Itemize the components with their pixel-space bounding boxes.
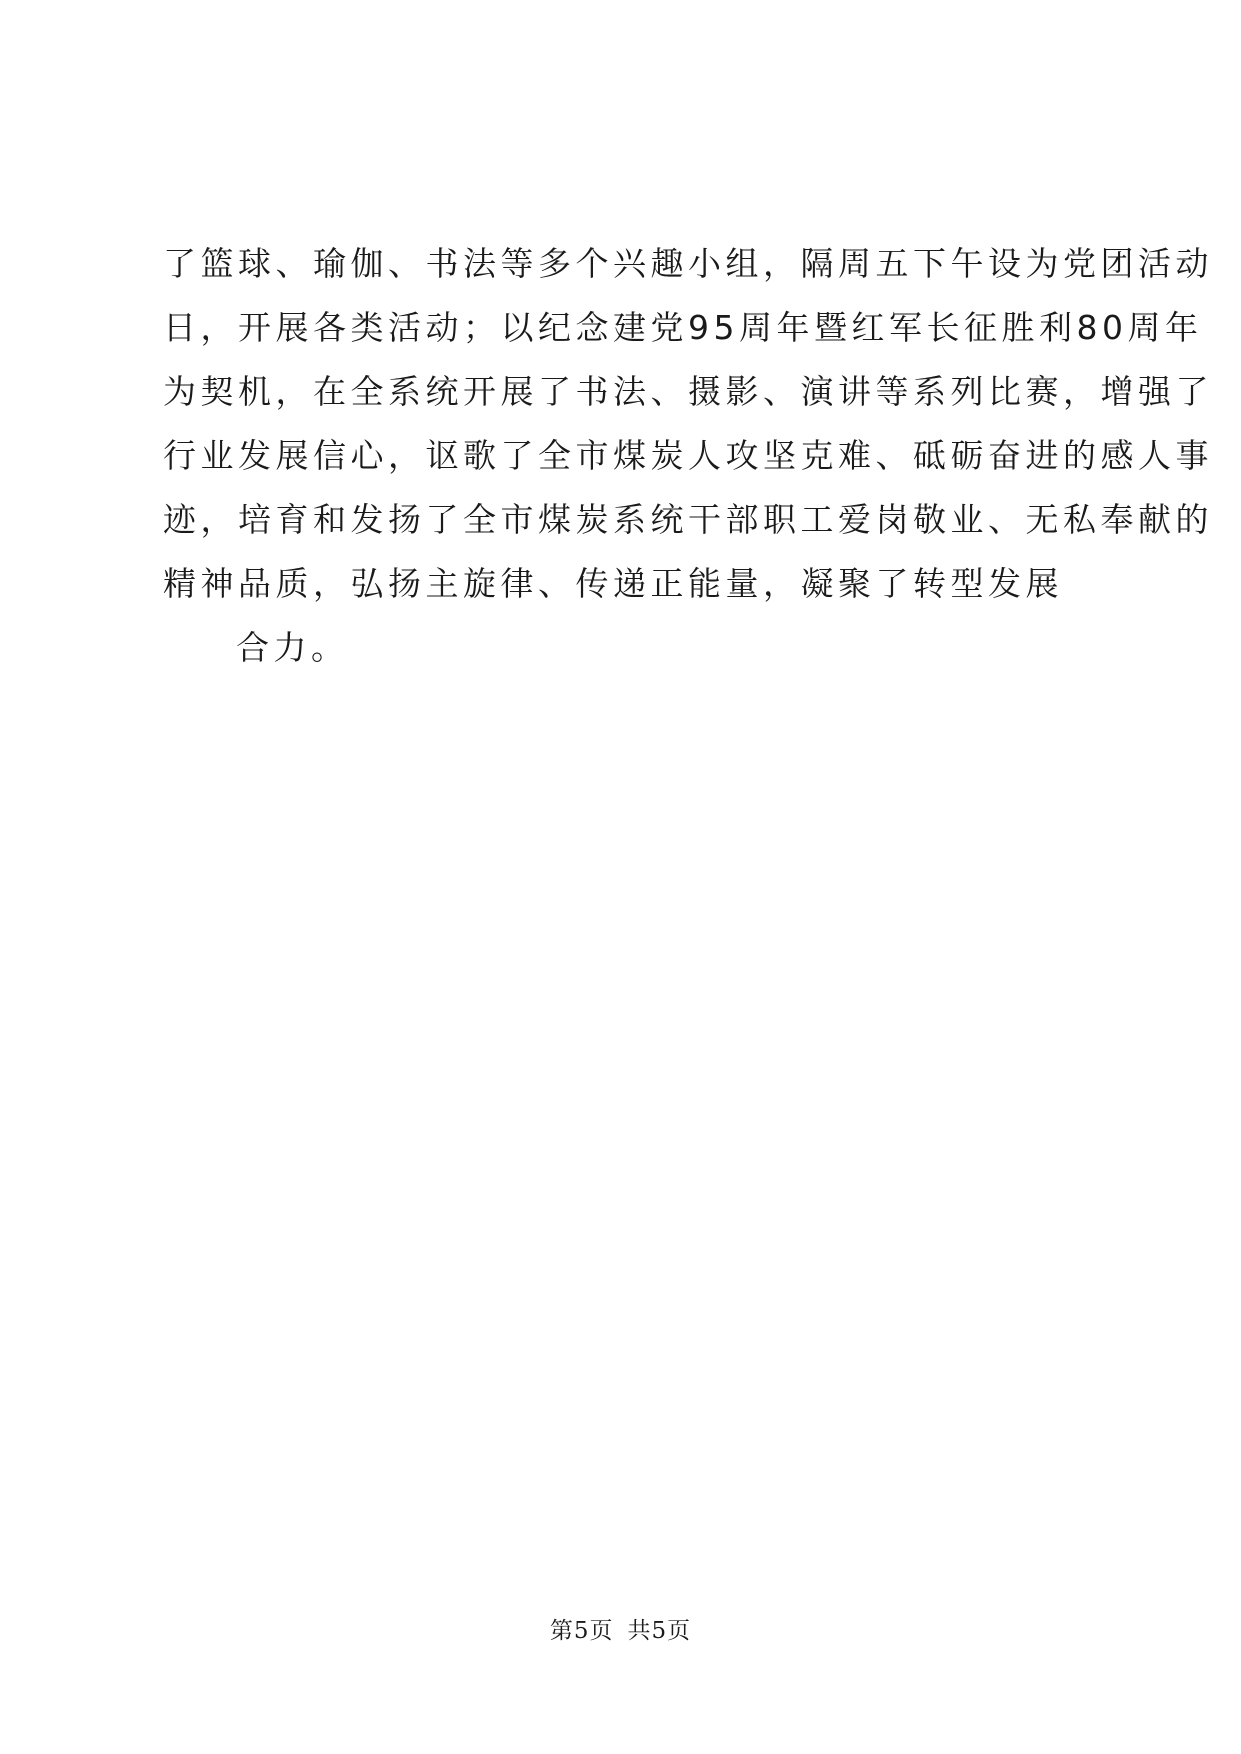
paragraph-line: 行业发展信心，讴歌了全市煤炭人攻坚克难、砥砺奋进的感人事: [163, 436, 1213, 475]
paragraph-line: 迹，培育和发扬了全市煤炭系统干部职工爱岗敬业、无私奉献的: [163, 500, 1213, 539]
paragraph: [163, 232, 1213, 680]
page-number: 第5页: [549, 1618, 614, 1644]
page-total: 共5页: [627, 1618, 692, 1644]
paragraph-line: 合力。: [236, 628, 349, 667]
paragraph-line: 了篮球、瑜伽、书法等多个兴趣小组，隔周五下午设为党团活动: [163, 244, 1213, 283]
paragraph-line: 日，开展各类活动；以纪念建党95周年暨红军长征胜利80周年: [163, 308, 1203, 347]
paragraph-line: 精神品质，弘扬主旋律、传递正能量，凝聚了转型发展: [163, 564, 1063, 603]
paragraph-line: 为契机，在全系统开展了书法、摄影、演讲等系列比赛，增强了: [163, 372, 1213, 411]
page-footer: [0, 1612, 1241, 1645]
